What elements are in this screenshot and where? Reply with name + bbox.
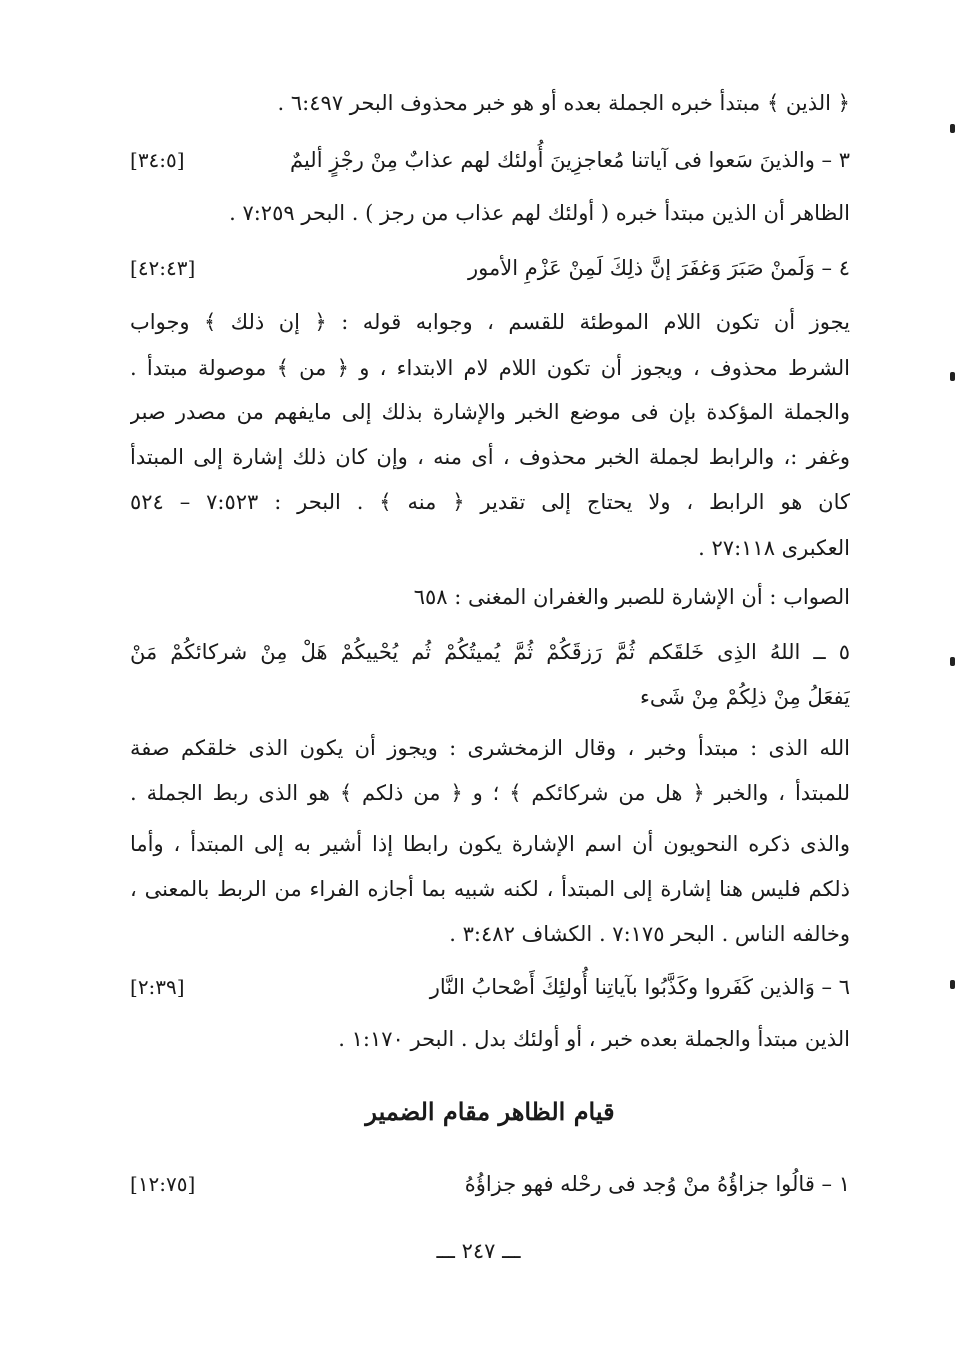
text-line: والجملة المؤكدة بإن فى موضع الخبر والإشارة بذلك إلى مايفهم من مصدر صبر <box>130 400 850 424</box>
text-line: كان هو الرابط ، ولا يحتاج إلى تقدير ﴿ منه ﴾ . البحر : ٧:٥٢٣ – ٥٢٤ <box>130 490 850 514</box>
text-line: وغفر :، والرابط لجملة الخبر محذوف ، أى منه ، وإن كان ذلك إشارة إلى المبتدأ <box>130 445 850 469</box>
text-line: الله الذى : مبتدأ وخبر ، وقال الزمخشرى : ويجوز أن يكون الذى خلقكم صفة <box>130 736 850 760</box>
text-line: وخالفه الناس . البحر ٧:١٧٥ . الكشاف ٣:٤٨٢ . <box>449 922 850 946</box>
verse-reference: [٣٤:٥] <box>130 148 185 172</box>
text-line: ذلكم فليس هنا إشارة إلى المبتدأ ، لكنه شبيه بما أجازه الفراء من الربط بالمعنى ، <box>130 877 850 901</box>
verse-reference: [٤٢:٤٣] <box>130 256 196 280</box>
verse-reference: [٢:٣٩] <box>130 975 185 999</box>
verse-row <box>130 1167 850 1203</box>
margin-mark <box>950 372 955 381</box>
page-number: ـــ ٢٤٧ ـــ <box>436 1239 521 1263</box>
margin-mark <box>950 657 955 666</box>
text-line: الصواب : أن الإشارة للصبر والغفران المغنى : ٦٥٨ <box>413 585 850 609</box>
verse-text: ٣ – والذينَ سَعوا فى آياتنا مُعاجزِينَ أُولئك لهم عذابٌ مِنْ رجْزٍ أليمٌ <box>289 148 850 172</box>
margin-mark <box>950 980 955 989</box>
text-line: للمبتدأ ، والخبر ﴿ هل من شركائكم ﴾ ؛ و ﴿ من ذلكم ﴾ هو الذى ربط الجملة . <box>130 781 850 805</box>
verse-text: ١ – قالُوا جزاؤُهُ منْ وُجد فى رحْله فهو جزاؤُهُ <box>464 1172 850 1196</box>
verse-row <box>130 251 850 287</box>
section-heading: قيام الظاهر مقام الضمير <box>365 1097 615 1126</box>
verse-line: يَفعَلُ مِنْ ذلِكُمْ مِنْ شَىء <box>640 685 850 709</box>
text-line: يجوز أن تكون اللام الموطئة للقسم ، وجوابه قوله : ﴿ إن ذلك ﴾ وجواب <box>130 310 850 334</box>
text-line: ﴿ الذين ﴾ مبتدأ خبره الجملة بعده أو هو خبر محذوف البحر ٦:٤٩٧ . <box>277 91 850 115</box>
verse-reference: [١٢:٧٥] <box>130 1172 196 1196</box>
verse-row <box>130 143 850 179</box>
text-line: الظاهر أن الذين مبتدأ خبره ( أولئك لهم عذاب من رجز ) . البحر ٧:٢٥٩ . <box>229 201 850 225</box>
text-line: العكبرى ٢٧:١١٨ . <box>698 536 850 560</box>
verse-text: ٤ – وَلَمنْ صَبَرَ وَغفَرَ إنَّ ذلِكَ لَمِنْ عَزْمِ الأمور <box>467 256 850 280</box>
verse-text: ٦ – وَالذين كَفَروا وكَذَّبُوا بآياتِنا أُولئِكَ أَصْحابُ النَّار <box>429 975 850 999</box>
verse-line: ٥ ــ اللهُ الذِى خَلقَكم ثُمَّ رَزقَكُمْ ثُمَّ يُميتُكُمْ ثُم يُحْييكُمْ هَلْ مِنْ شركائكُمْ مَنْ <box>130 640 850 664</box>
text-line: والذى ذكره النحويون أن اسم الإشارة يكون رابطا إذا أشير به إلى المبتدأ ، وأما <box>130 832 850 856</box>
verse-row <box>130 970 850 1006</box>
text-line: الشرط محذوف ، ويجوز أن تكون اللام لام الابتداء ، و ﴿ من ﴾ موصولة مبتدأ . <box>130 356 850 380</box>
margin-mark <box>950 124 955 133</box>
text-line: الذين مبتدأ والجملة بعده خبر ، أو أولئك بدل . البحر ١:١٧٠ . <box>338 1027 850 1051</box>
